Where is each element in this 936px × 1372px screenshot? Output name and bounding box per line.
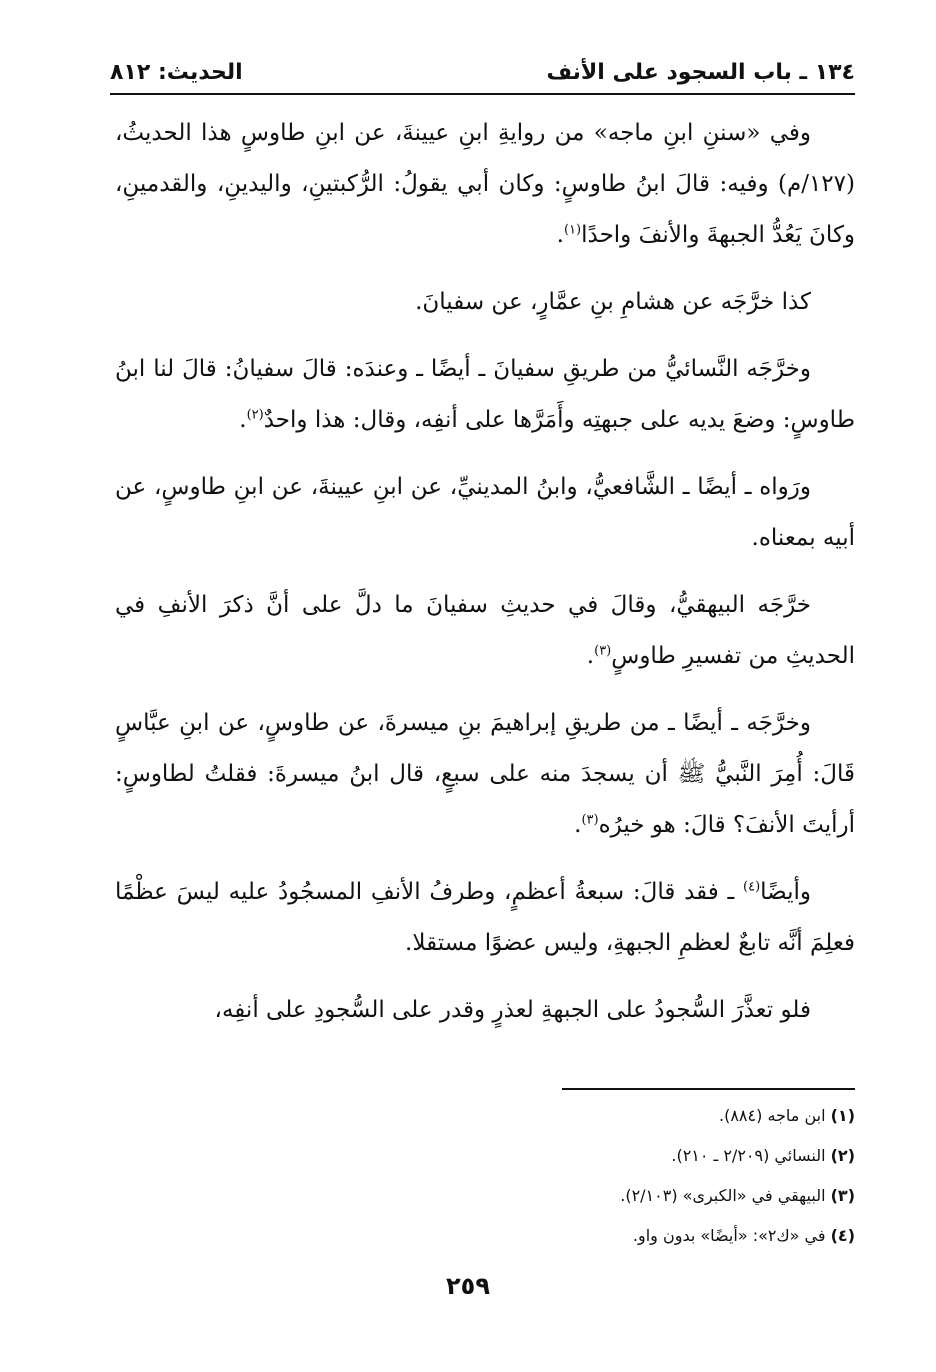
footnote-number: (١) (830, 1106, 855, 1125)
footnote-ref[interactable]: (٣) (581, 812, 599, 828)
paragraph: وأيضًا$^{(٤)}$ ـ فقد قالَ: سبعةُ أعظمٍ، وطرفُ الأنفِ المسجُودُ عليه ليسَ عظْمًا فعلِمَ أنَّه تابعٌ لعظمِ الجبهةِ، وليس عضوًا مستقلا. (115, 879, 855, 956)
footnote-number: (٤) (830, 1226, 855, 1245)
footnote-text: في «ك٢»: «أيضًا» بدون واو. (632, 1226, 826, 1245)
paragraph: كذا خرَّجَه عن هشامِ بنِ عمَّارٍ، عن سفيانَ. (415, 289, 811, 315)
footnote-ref[interactable]: (٤) (743, 879, 761, 895)
footnote-ref[interactable]: (٣) (594, 643, 612, 659)
hadith-number: الحديث: ٨١٢ (110, 59, 243, 85)
footnote (115, 1216, 855, 1256)
paragraph: وفي «سننِ ابنِ ماجه» من روايةِ ابنِ عيينةَ، عن ابنِ طاوسٍ هذا الحديثُ، (١٢٧/م) وفيه: قالَ ابنُ طاوسٍ: وكان أبي يقولُ: الرُّكبتينِ، واليدينِ، والقدمينِ، وكانَ يَعُدُّ الجبهةَ والأنفَ واحدًا$^{(١)}$. (115, 120, 855, 248)
paragraph: ورَواه ـ أيضًا ـ الشَّافعيُّ، وابنُ المدينيِّ، عن ابنِ عيينةَ، عن ابنِ طاوسٍ، عن أبيه بمعناه. (115, 474, 855, 551)
footnote (115, 1096, 855, 1136)
footnote-text: النسائي (٢/٢٠٩ ـ ٢١٠). (671, 1146, 826, 1165)
paragraph: وخرَّجَه ـ أيضًا ـ من طريقِ إبراهيمَ بنِ ميسرةَ، عن طاوسٍ، عن ابنِ عبَّاسٍ قَالَ: أُمِرَ النَّبيُّ ﷺ أن يسجدَ منه على سبعٍ، قال ابنُ ميسرةَ: فقلتُ لطاوسٍ: أرأيتَ الأنفَ؟ قالَ: هو خيرُه$^{(٣)}$. (115, 710, 855, 838)
footnote (115, 1136, 855, 1176)
header-divider (110, 93, 855, 95)
footnote-text: ابن ماجه (٨٨٤). (719, 1106, 826, 1125)
chapter-title: ١٣٤ ـ باب السجود على الأنف (546, 59, 855, 85)
footnote-ref[interactable]: (٢) (246, 407, 264, 423)
footnote-divider (562, 1088, 855, 1090)
paragraph: وخرَّجَه النَّسائيُّ من طريقِ سفيانَ ـ أيضًا ـ وعندَه: قالَ سفيانُ: قالَ لنا ابنُ طاوسٍ: وضعَ يديه على جبهتِه وأَمَرَّها على أنفِه، وقال: هذا واحدٌ$^{(٢)}$. (115, 356, 855, 433)
page-header (110, 52, 855, 92)
footnote-ref[interactable]: (١) (563, 222, 582, 238)
paragraph: فلو تعذَّرَ السُّجودُ على الجبهةِ لعذرٍ وقدر على السُّجودِ على أنفِه، (214, 997, 811, 1023)
paragraph: خرَّجَه البيهقيُّ، وقالَ في حديثِ سفيانَ ما دلَّ على أنَّ ذكرَ الأنفِ في الحديثِ من تفسيرِ طاوسٍ$^{(٣)}$. (115, 592, 855, 669)
footnote-number: (٢) (830, 1146, 855, 1165)
footnote (115, 1176, 855, 1216)
page-number: ٢٥٩ (446, 1272, 490, 1300)
footnotes (115, 1096, 855, 1256)
footnote-number: (٣) (830, 1186, 855, 1205)
main-text (115, 108, 855, 1036)
footnote-text: البيهقي في «الكبرى» (٢/١٠٣). (620, 1186, 826, 1205)
